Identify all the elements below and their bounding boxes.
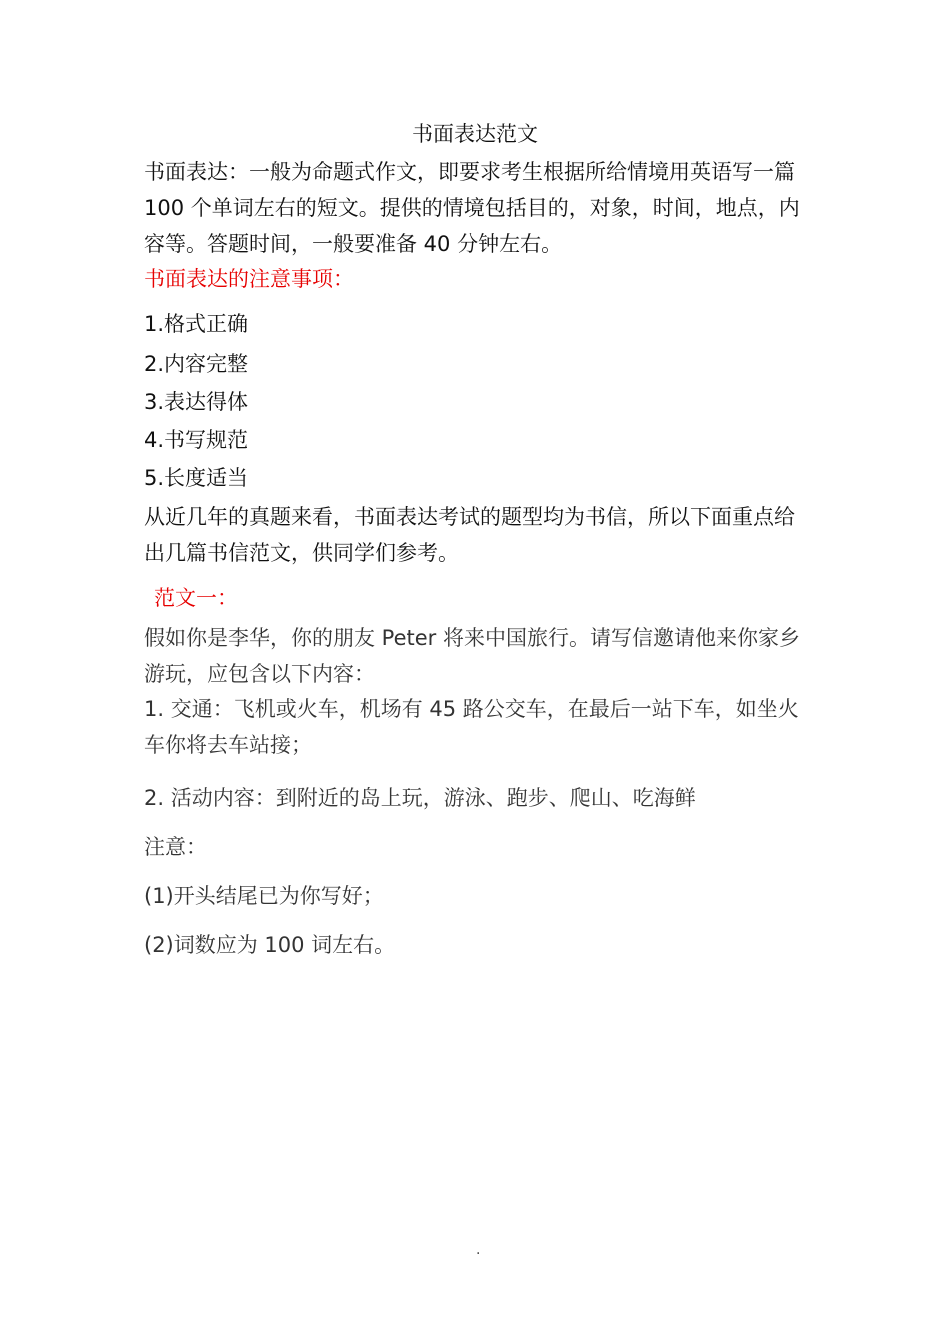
attention-label: 注意：: [144, 835, 207, 859]
requirement-1: (1)开头结尾已为你写好；: [144, 884, 384, 908]
note-item-1: 1.格式正确: [144, 312, 249, 336]
note-item-2: 2.内容完整: [144, 352, 249, 376]
notes-heading: 书面表达的注意事项：: [144, 267, 354, 291]
note-item-3: 3.表达得体: [144, 390, 249, 414]
sample-heading: 范文一：: [154, 586, 238, 610]
page-mark: ·: [476, 1246, 481, 1262]
note-item-5: 5.长度适当: [144, 466, 249, 490]
note-item-4: 4.书写规范: [144, 428, 249, 452]
sample-prompt: 假如你是李华，你的朋友 Peter 将来中国旅行。请写信邀请他来你家乡游玩，应包含以下内容：: [144, 626, 800, 686]
page-title: 书面表达范文: [412, 122, 538, 146]
summary-paragraph: 从近几年的真题来看，书面表达考试的题型均为书信，所以下面重点给出几篇书信范文，供同学们参考。: [144, 505, 795, 565]
point-transport: 1. 交通：飞机或火车，机场有 45 路公交车，在最后一站下车，如坐火车你将去车站接；: [144, 697, 799, 757]
point-activities: 2. 活动内容：到附近的岛上玩，游泳、跑步、爬山、吃海鲜: [144, 786, 696, 810]
requirement-2: (2)词数应为 100 词左右。: [144, 933, 396, 957]
intro-paragraph: 书面表达：一般为命题式作文，即要求考生根据所给情境用英语写一篇 100 个单词左右的短文。提供的情境包括目的，对象，时间，地点，内容等。答题时间，一般要准备 40 分钟左右。: [144, 160, 800, 256]
